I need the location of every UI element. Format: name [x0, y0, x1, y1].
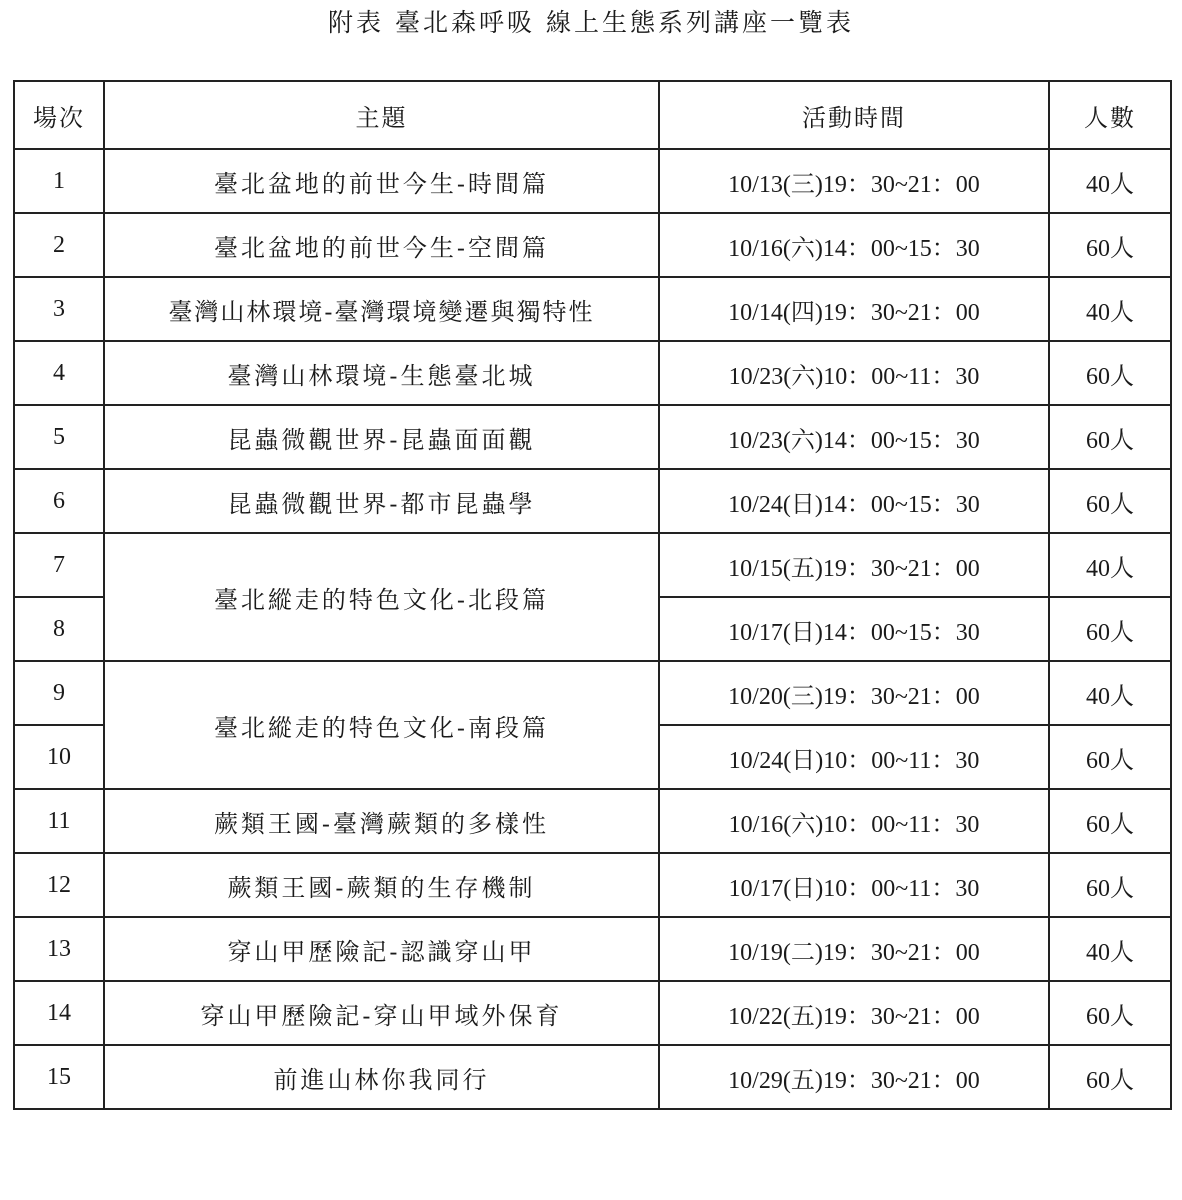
topic-cell: 前進山林你我同行 [104, 1045, 659, 1109]
session-cell: 15 [14, 1045, 104, 1109]
capacity-cell: 40人 [1049, 917, 1171, 981]
topic-cell: 臺北盆地的前世今生-空間篇 [104, 213, 659, 277]
table-row [14, 149, 1171, 213]
header-topic: 主題 [104, 81, 659, 149]
session-cell: 3 [14, 277, 104, 341]
table-row [14, 661, 1171, 725]
topic-cell-merged: 臺北縱走的特色文化-南段篇 [104, 661, 659, 789]
capacity-cell: 40人 [1049, 149, 1171, 213]
capacity-cell: 60人 [1049, 981, 1171, 1045]
capacity-cell: 60人 [1049, 597, 1171, 661]
capacity-cell: 40人 [1049, 277, 1171, 341]
table-row [14, 405, 1171, 469]
time-cell: 10/15(五)19：30~21：00 [659, 533, 1049, 597]
capacity-cell: 60人 [1049, 853, 1171, 917]
session-cell: 12 [14, 853, 104, 917]
time-cell: 10/16(六)14：00~15：30 [659, 213, 1049, 277]
capacity-cell: 60人 [1049, 469, 1171, 533]
topic-cell: 蕨類王國-臺灣蕨類的多樣性 [104, 789, 659, 853]
table-row [14, 533, 1171, 597]
table-row [14, 981, 1171, 1045]
topic-cell: 蕨類王國-蕨類的生存機制 [104, 853, 659, 917]
topic-cell: 昆蟲微觀世界-昆蟲面面觀 [104, 405, 659, 469]
table-header-row [14, 81, 1171, 149]
table-row [14, 1045, 1171, 1109]
session-cell: 14 [14, 981, 104, 1045]
time-cell: 10/23(六)14：00~15：30 [659, 405, 1049, 469]
table-row [14, 789, 1171, 853]
session-cell: 9 [14, 661, 104, 725]
header-capacity: 人數 [1049, 81, 1171, 149]
table-row [14, 469, 1171, 533]
time-cell: 10/22(五)19：30~21：00 [659, 981, 1049, 1045]
time-cell: 10/17(日)10：00~11：30 [659, 853, 1049, 917]
session-cell: 11 [14, 789, 104, 853]
session-cell: 2 [14, 213, 104, 277]
topic-cell: 臺北盆地的前世今生-時間篇 [104, 149, 659, 213]
time-cell: 10/14(四)19：30~21：00 [659, 277, 1049, 341]
capacity-cell: 40人 [1049, 661, 1171, 725]
topic-cell: 穿山甲歷險記-認識穿山甲 [104, 917, 659, 981]
table-row [14, 277, 1171, 341]
time-cell: 10/16(六)10：00~11：30 [659, 789, 1049, 853]
header-time: 活動時間 [659, 81, 1049, 149]
capacity-cell: 60人 [1049, 1045, 1171, 1109]
time-cell: 10/20(三)19：30~21：00 [659, 661, 1049, 725]
capacity-cell: 60人 [1049, 725, 1171, 789]
session-cell: 6 [14, 469, 104, 533]
table-row [14, 917, 1171, 981]
topic-cell: 穿山甲歷險記-穿山甲域外保育 [104, 981, 659, 1045]
topic-cell: 昆蟲微觀世界-都市昆蟲學 [104, 469, 659, 533]
session-cell: 7 [14, 533, 104, 597]
lecture-schedule-table [13, 80, 1172, 1110]
topic-cell-merged: 臺北縱走的特色文化-北段篇 [104, 533, 659, 661]
time-cell: 10/24(日)10：00~11：30 [659, 725, 1049, 789]
table-row [14, 213, 1171, 277]
time-cell: 10/19(二)19：30~21：00 [659, 917, 1049, 981]
session-cell: 4 [14, 341, 104, 405]
capacity-cell: 60人 [1049, 213, 1171, 277]
session-cell: 8 [14, 597, 104, 661]
topic-cell: 臺灣山林環境-臺灣環境變遷與獨特性 [104, 277, 659, 341]
time-cell: 10/17(日)14：00~15：30 [659, 597, 1049, 661]
session-cell: 1 [14, 149, 104, 213]
time-cell: 10/29(五)19：30~21：00 [659, 1045, 1049, 1109]
topic-cell: 臺灣山林環境-生態臺北城 [104, 341, 659, 405]
capacity-cell: 40人 [1049, 533, 1171, 597]
session-cell: 10 [14, 725, 104, 789]
capacity-cell: 60人 [1049, 341, 1171, 405]
time-cell: 10/24(日)14：00~15：30 [659, 469, 1049, 533]
session-cell: 13 [14, 917, 104, 981]
page-title: 附表 臺北森呼吸 線上生態系列講座一覽表 [328, 8, 854, 37]
time-cell: 10/13(三)19：30~21：00 [659, 149, 1049, 213]
capacity-cell: 60人 [1049, 789, 1171, 853]
table-row [14, 341, 1171, 405]
table-row [14, 853, 1171, 917]
session-cell: 5 [14, 405, 104, 469]
capacity-cell: 60人 [1049, 405, 1171, 469]
header-session: 場次 [14, 81, 104, 149]
time-cell: 10/23(六)10：00~11：30 [659, 341, 1049, 405]
